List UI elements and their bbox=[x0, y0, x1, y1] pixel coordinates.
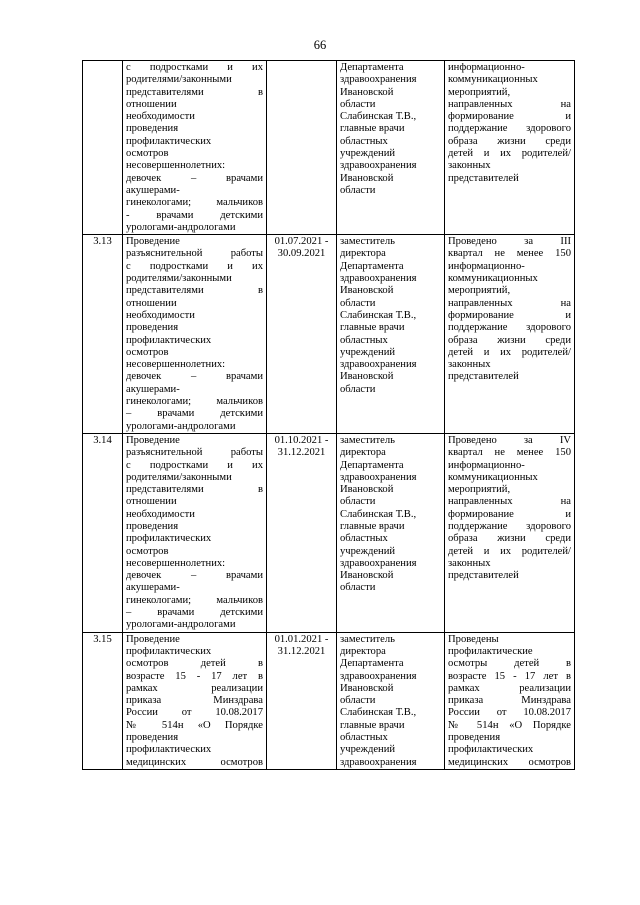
responsible-line: областных bbox=[340, 135, 388, 147]
result-line: поддержание здорового bbox=[448, 123, 571, 135]
responsible-line: Департамента bbox=[340, 62, 404, 73]
activity-cell bbox=[123, 235, 267, 434]
activity-line: урологами-андрологами bbox=[126, 221, 236, 233]
activity-line: медицинских осмотров bbox=[126, 756, 263, 768]
responsible-line: Ивановской bbox=[340, 484, 394, 496]
activity-line: акушерами- bbox=[126, 383, 180, 395]
result-line: коммуникационных bbox=[448, 273, 538, 285]
activity-line: Проведение bbox=[126, 633, 180, 645]
responsible-line: заместитель bbox=[340, 434, 396, 446]
activity-line: отношении bbox=[126, 297, 177, 309]
activity-line: родителями/законными bbox=[126, 74, 232, 86]
activity-line: осмотров детей в bbox=[126, 658, 263, 670]
activity-line: приказа Минздрава bbox=[126, 695, 263, 707]
activity-line: акушерами- bbox=[126, 184, 180, 196]
activity-cell bbox=[123, 632, 267, 769]
activity-line: Проведение bbox=[126, 236, 180, 248]
result-line: образа жизни среди bbox=[448, 135, 571, 147]
result-line: коммуникационных bbox=[448, 471, 538, 483]
activity-line: – врачами детскими bbox=[126, 408, 263, 420]
responsible-line: области bbox=[340, 297, 376, 309]
activity-line: с подростками и их bbox=[126, 260, 263, 272]
result-line: проведения bbox=[448, 732, 501, 744]
plan-table bbox=[82, 60, 575, 770]
dates-line: 31.12.2021 bbox=[277, 645, 326, 657]
activity-line: необходимости bbox=[126, 309, 195, 321]
result-line: Проведено за IV bbox=[448, 434, 571, 446]
table-row bbox=[83, 433, 575, 632]
dates-line: 31.12.2021 bbox=[277, 447, 326, 459]
responsible-line: области bbox=[340, 582, 376, 594]
activity-line: урологами-андрологами bbox=[126, 420, 236, 432]
result-line: медицинских осмотров bbox=[448, 756, 571, 768]
responsible-line: учреждений bbox=[340, 148, 396, 160]
activity-line: осмотров bbox=[126, 148, 169, 160]
activity-line: гинекологами; мальчиков bbox=[126, 197, 263, 209]
responsible-line: здравоохранения bbox=[340, 273, 417, 285]
result-line: профилактические bbox=[448, 645, 533, 657]
result-cell bbox=[445, 632, 575, 769]
dates-line: 30.09.2021 bbox=[277, 248, 326, 260]
result-line: квартал не менее 150 bbox=[448, 447, 571, 459]
result-line: формирование и bbox=[448, 111, 571, 123]
result-line: образа жизни среди bbox=[448, 334, 571, 346]
activity-line: представителями в bbox=[126, 285, 263, 297]
activity-line: рамках реализации bbox=[126, 682, 263, 694]
activity-line: родителями/законными bbox=[126, 273, 232, 285]
responsible-line: главные врачи bbox=[340, 719, 405, 731]
responsible-line: областных bbox=[340, 334, 388, 346]
responsible-line: Ивановской bbox=[340, 682, 394, 694]
page-number: 66 bbox=[313, 38, 327, 52]
activity-line: - врачами детскими bbox=[126, 209, 263, 221]
responsible-cell bbox=[337, 433, 445, 632]
activity-line: профилактических bbox=[126, 334, 212, 346]
dates-line: 01.07.2021 - bbox=[274, 236, 329, 248]
result-line: направленных на bbox=[448, 297, 571, 309]
responsible-line: главные врачи bbox=[340, 520, 405, 532]
activity-cell bbox=[123, 61, 267, 235]
responsible-line: здравоохранения bbox=[340, 756, 417, 768]
result-line: рамках реализации bbox=[448, 682, 571, 694]
activity-line: несовершеннолетних: bbox=[126, 160, 226, 172]
responsible-line: Ивановской bbox=[340, 371, 394, 383]
activity-line: осмотров bbox=[126, 545, 169, 557]
activity-line: профилактических bbox=[126, 744, 212, 756]
result-line: законных bbox=[448, 160, 491, 172]
result-line: детей и их родителей/ bbox=[448, 346, 571, 358]
result-line: формирование и bbox=[448, 508, 571, 520]
result-line: профилактических bbox=[448, 744, 534, 756]
result-line: поддержание здорового bbox=[448, 520, 571, 532]
responsible-line: Департамента bbox=[340, 260, 404, 272]
result-line: мероприятий, bbox=[448, 484, 511, 496]
result-cell bbox=[445, 235, 575, 434]
result-line: мероприятий, bbox=[448, 86, 511, 98]
activity-line: проведения bbox=[126, 123, 179, 135]
activity-line: родителями/законными bbox=[126, 471, 232, 483]
result-line: приказа Минздрава bbox=[448, 695, 571, 707]
responsible-line: Ивановской bbox=[340, 570, 394, 582]
responsible-cell bbox=[337, 235, 445, 434]
responsible-line: области bbox=[340, 184, 376, 196]
responsible-line: Ивановской bbox=[340, 285, 394, 297]
dates-cell bbox=[267, 235, 337, 434]
dates-cell bbox=[267, 61, 337, 235]
result-line: детей и их родителей/ bbox=[448, 148, 571, 160]
activity-line: необходимости bbox=[126, 508, 195, 520]
dates-cell bbox=[267, 433, 337, 632]
activity-line: – врачами детскими bbox=[126, 607, 263, 619]
result-line: законных bbox=[448, 557, 491, 569]
result-line: информационно- bbox=[448, 459, 525, 471]
responsible-line: главные врачи bbox=[340, 322, 405, 334]
responsible-line: здравоохранения bbox=[340, 359, 417, 371]
activity-line: Проведение bbox=[126, 434, 180, 446]
activity-line: № 514н «О Порядке bbox=[126, 719, 263, 731]
row-number: 3.14 bbox=[83, 433, 123, 632]
result-line: Проведено за III bbox=[448, 236, 571, 248]
responsible-line: главные врачи bbox=[340, 123, 405, 135]
result-line: информационно- bbox=[448, 260, 525, 272]
responsible-line: здравоохранения bbox=[340, 670, 417, 682]
result-line: России от 10.08.2017 bbox=[448, 707, 571, 719]
responsible-line: директора bbox=[340, 447, 386, 459]
responsible-line: здравоохранения bbox=[340, 557, 417, 569]
activity-line: профилактических bbox=[126, 645, 212, 657]
result-line: представителей bbox=[448, 172, 519, 184]
activity-line: девочек – врачами bbox=[126, 570, 263, 582]
activity-line: осмотров bbox=[126, 346, 169, 358]
activity-line: разъяснительной работы bbox=[126, 248, 263, 260]
responsible-cell bbox=[337, 632, 445, 769]
activity-line: гинекологами; мальчиков bbox=[126, 396, 263, 408]
result-line: квартал не менее 150 bbox=[448, 248, 571, 260]
activity-line: девочек – врачами bbox=[126, 172, 263, 184]
result-line: детей и их родителей/ bbox=[448, 545, 571, 557]
responsible-line: области bbox=[340, 98, 376, 110]
responsible-line: областных bbox=[340, 533, 388, 545]
activity-line: отношении bbox=[126, 98, 177, 110]
result-cell bbox=[445, 61, 575, 235]
activity-line: несовершеннолетних: bbox=[126, 359, 226, 371]
responsible-line: заместитель bbox=[340, 236, 396, 248]
responsible-line: директора bbox=[340, 248, 386, 260]
activity-line: разъяснительной работы bbox=[126, 447, 263, 459]
activity-line: гинекологами; мальчиков bbox=[126, 594, 263, 606]
responsible-line: здравоохранения bbox=[340, 74, 417, 86]
activity-line: отношении bbox=[126, 496, 177, 508]
activity-line: представителями в bbox=[126, 86, 263, 98]
result-line: направленных на bbox=[448, 496, 571, 508]
responsible-line: Департамента bbox=[340, 658, 404, 670]
dates-cell bbox=[267, 632, 337, 769]
result-line: возрасте 15 - 17 лет в bbox=[448, 670, 571, 682]
responsible-line: здравоохранения bbox=[340, 160, 417, 172]
activity-line: возрасте 15 - 17 лет в bbox=[126, 670, 263, 682]
result-line: № 514н «О Порядке bbox=[448, 719, 571, 731]
activity-line: с подростками и их bbox=[126, 459, 263, 471]
activity-line: проведения bbox=[126, 520, 179, 532]
dates-line: 01.01.2021 - bbox=[274, 633, 329, 645]
responsible-line: Департамента bbox=[340, 459, 404, 471]
activity-line: несовершеннолетних: bbox=[126, 557, 226, 569]
responsible-line: областных bbox=[340, 732, 388, 744]
result-line: представителей bbox=[448, 371, 519, 383]
result-line: поддержание здорового bbox=[448, 322, 571, 334]
result-line: Проведены bbox=[448, 633, 499, 645]
result-cell bbox=[445, 433, 575, 632]
responsible-line: области bbox=[340, 695, 376, 707]
responsible-line: здравоохранения bbox=[340, 471, 417, 483]
activity-line: России от 10.08.2017 bbox=[126, 707, 263, 719]
responsible-line: Слабинская Т.В., bbox=[340, 111, 417, 123]
activity-line: с подростками и их bbox=[126, 62, 263, 73]
result-line: осмотры детей в bbox=[448, 658, 571, 670]
table-row bbox=[83, 632, 575, 769]
activity-line: представителями в bbox=[126, 484, 263, 496]
result-line: законных bbox=[448, 359, 491, 371]
responsible-cell bbox=[337, 61, 445, 235]
activity-line: профилактических bbox=[126, 135, 212, 147]
responsible-line: Ивановской bbox=[340, 86, 394, 98]
responsible-line: области bbox=[340, 496, 376, 508]
responsible-line: области bbox=[340, 383, 376, 395]
activity-cell bbox=[123, 433, 267, 632]
responsible-line: учреждений bbox=[340, 346, 396, 358]
row-number: 3.13 bbox=[83, 235, 123, 434]
activity-line: урологами-андрологами bbox=[126, 619, 236, 631]
result-line: образа жизни среди bbox=[448, 533, 571, 545]
responsible-line: Слабинская Т.В., bbox=[340, 508, 417, 520]
activity-line: проведения bbox=[126, 732, 179, 744]
result-line: коммуникационных bbox=[448, 74, 538, 86]
activity-line: акушерами- bbox=[126, 582, 180, 594]
responsible-line: Слабинская Т.В., bbox=[340, 707, 417, 719]
result-line: представителей bbox=[448, 570, 519, 582]
activity-line: проведения bbox=[126, 322, 179, 334]
result-line: информационно- bbox=[448, 62, 525, 73]
responsible-line: учреждений bbox=[340, 744, 396, 756]
activity-line: профилактических bbox=[126, 533, 212, 545]
responsible-line: Ивановской bbox=[340, 172, 394, 184]
activity-line: необходимости bbox=[126, 111, 195, 123]
result-line: направленных на bbox=[448, 98, 571, 110]
row-number: 3.15 bbox=[83, 632, 123, 769]
result-line: мероприятий, bbox=[448, 285, 511, 297]
dates-line: 01.10.2021 - bbox=[274, 434, 329, 446]
result-line: формирование и bbox=[448, 309, 571, 321]
responsible-line: учреждений bbox=[340, 545, 396, 557]
activity-line: девочек – врачами bbox=[126, 371, 263, 383]
table-row bbox=[83, 235, 575, 434]
responsible-line: заместитель bbox=[340, 633, 396, 645]
table-row bbox=[83, 61, 575, 235]
responsible-line: Слабинская Т.В., bbox=[340, 309, 417, 321]
row-number bbox=[83, 61, 123, 235]
responsible-line: директора bbox=[340, 645, 386, 657]
